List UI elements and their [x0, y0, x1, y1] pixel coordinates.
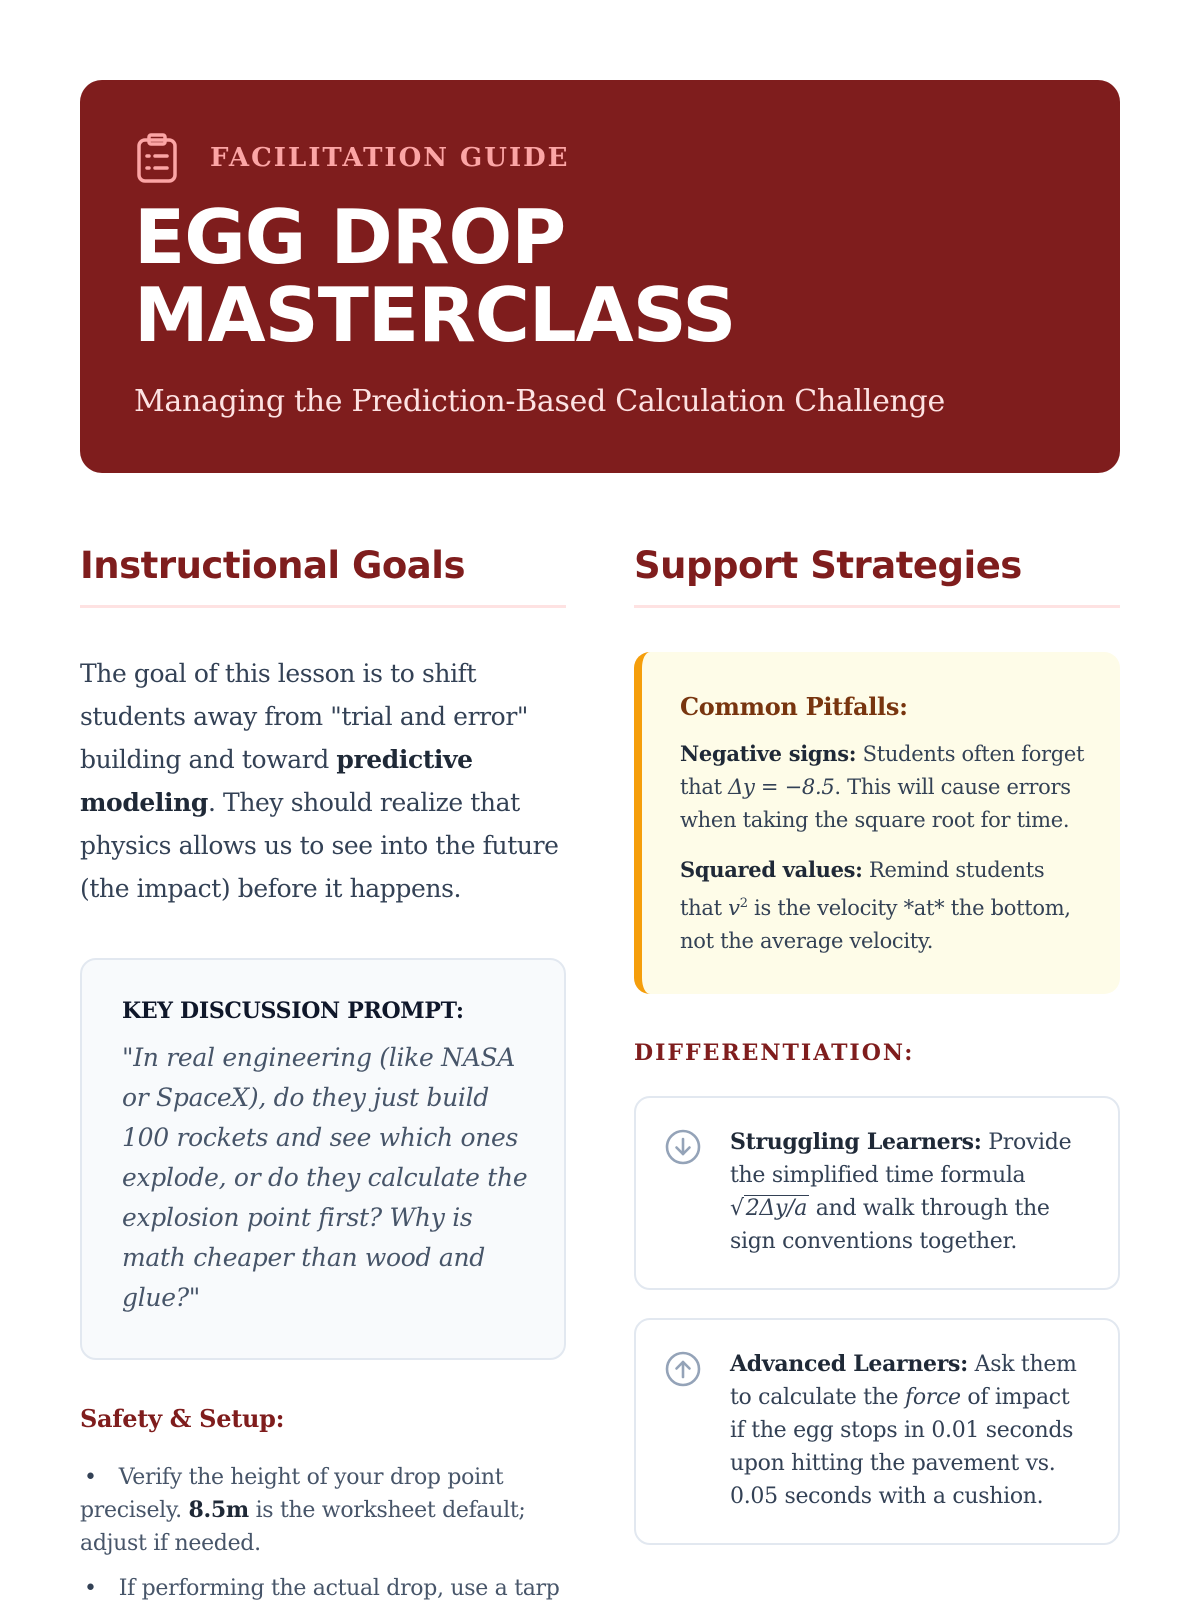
diff-text-part: Ask them to calculate the — [730, 1352, 1077, 1410]
pitfall-label: Negative signs: — [680, 741, 857, 766]
safety-text: If performing the actual drop, use a tarp — [118, 1576, 560, 1600]
goals-text-part: . They should realize that physics allows us to see into the future (the impact) before it happens. — [80, 788, 559, 903]
math-exponent: 2 — [739, 896, 748, 911]
formula-radicand: 2Δy/a — [745, 1196, 808, 1221]
instructional-goals-column — [80, 540, 566, 1600]
differentiation-heading: DIFFERENTIATION: — [634, 1040, 915, 1066]
struggling-learners-label: Struggling Learners: — [730, 1129, 982, 1155]
arrow-up-circle-icon — [664, 1350, 702, 1388]
pitfall-math — [728, 896, 748, 920]
kicker-label: FACILITATION GUIDE — [210, 143, 570, 173]
goals-emphasis: predictive modeling — [80, 745, 473, 817]
common-pitfalls-heading: Common Pitfalls: — [680, 692, 908, 721]
pitfall-text: is the velocity *at* the bottom, not the average velocity. — [680, 896, 1071, 953]
struggling-learners-card — [634, 1096, 1120, 1290]
safety-setup-heading: Safety & Setup: — [80, 1404, 285, 1433]
pitfall-text: Students often forget that — [680, 742, 1085, 799]
discussion-prompt-quote: "In real engineering (like NASA or SpaceX), do they just build 100 rockets and see which ones explode, or do they calculate the explosion point first? Why is math cheaper than wood and glue?" — [122, 1043, 528, 1312]
kicker-row — [134, 130, 1066, 186]
advanced-learners-text — [730, 1348, 1090, 1513]
arrow-down-circle-icon — [664, 1128, 702, 1166]
support-strategies-heading: Support Strategies — [634, 540, 1120, 608]
support-strategies-column — [634, 540, 1120, 1545]
safety-list — [80, 1461, 566, 1600]
page-subtitle: Managing the Prediction-Based Calculation Challenge — [134, 384, 945, 419]
diff-text-part: of impact if the egg stops in 0.01 seconds upon hitting the pavement vs. 0.05 seconds with a cushion. — [730, 1385, 1074, 1509]
page-title: EGG DROP MASTERCLASS — [134, 193, 736, 359]
pitfall-math: Δy = −8.5 — [728, 775, 835, 799]
safety-text: is the worksheet default; adjust if needed. — [80, 1498, 526, 1556]
pitfall-item — [680, 853, 1088, 958]
force-emphasis: force — [904, 1385, 961, 1410]
pitfall-text: Remind students that — [680, 858, 1045, 920]
time-formula: √2Δy/a — [730, 1196, 808, 1221]
diff-text-part: Provide the simplified time formula — [730, 1130, 1072, 1188]
discussion-prompt-box — [80, 958, 566, 1360]
safety-height-value: 8.5m — [188, 1497, 249, 1523]
pitfall-label: Squared values: — [680, 857, 863, 882]
advanced-learners-card — [634, 1318, 1120, 1545]
safety-text: Verify the height of your drop point precisely. — [80, 1465, 504, 1523]
header-banner — [80, 80, 1120, 473]
math-base: v — [728, 896, 740, 920]
list-item — [80, 1572, 566, 1600]
list-item — [80, 1461, 566, 1560]
goals-paragraph — [80, 652, 566, 910]
common-pitfalls-callout — [634, 652, 1120, 994]
discussion-prompt-label: KEY DISCUSSION PROMPT: — [122, 998, 464, 1024]
clipboard-list-icon — [136, 130, 182, 186]
instructional-goals-heading: Instructional Goals — [80, 540, 566, 608]
pitfall-text: . This will cause errors when taking the square root for time. — [680, 775, 1071, 832]
advanced-learners-label: Advanced Learners: — [730, 1351, 968, 1377]
diff-text-part: and walk through the sign conventions together. — [730, 1196, 1050, 1254]
pitfall-item — [680, 737, 1088, 837]
struggling-learners-text — [730, 1126, 1090, 1258]
goals-text-part: The goal of this lesson is to shift students away from "trial and error" building and toward — [80, 659, 528, 774]
